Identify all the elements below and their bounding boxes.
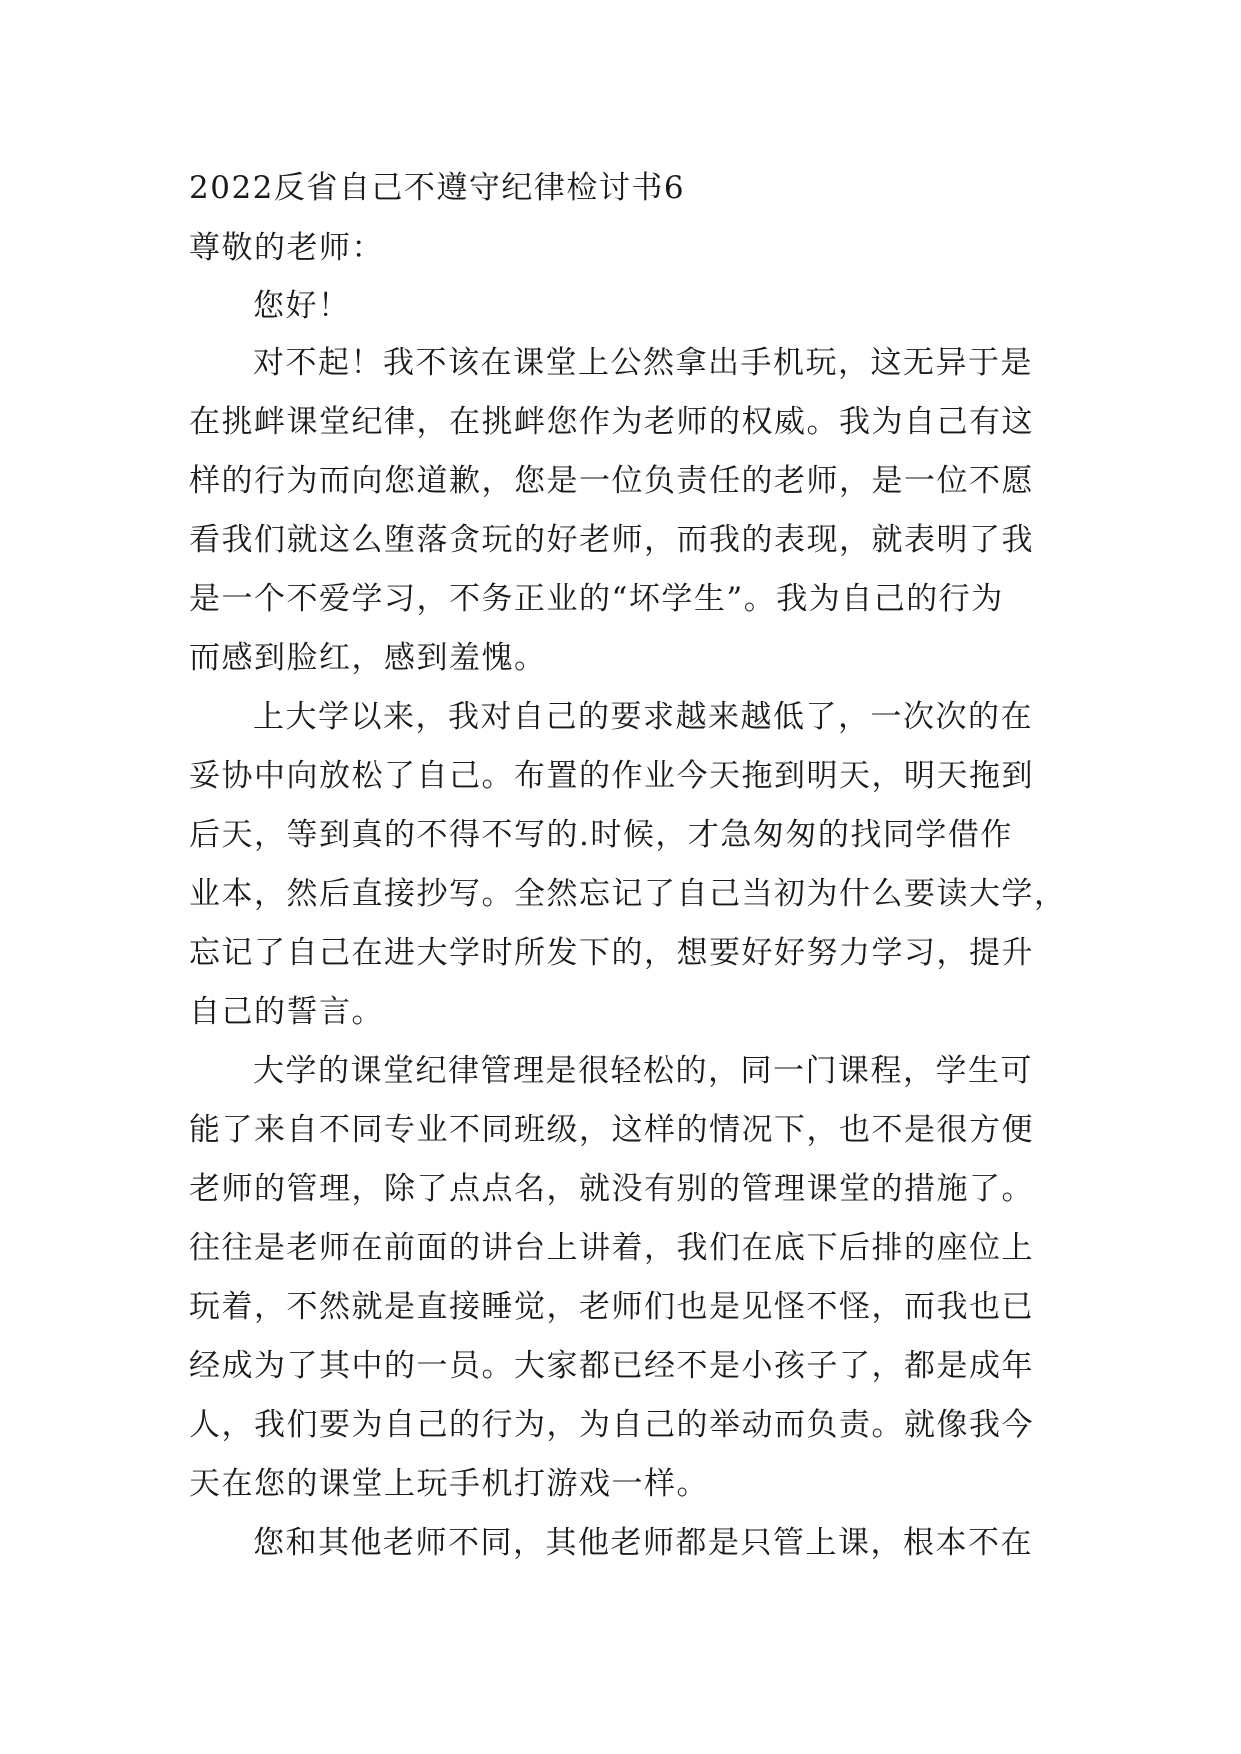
paragraph-line: 后天，等到真的不得不写的.时候，才急匆匆的找同学借作 [189,817,1013,853]
document-title: 2022反省自己不遵守纪律检讨书6 [189,170,686,206]
paragraph-line: 在挑衅课堂纪律，在挑衅您作为老师的权威。我为自己有这 [189,404,1034,440]
paragraph-line: 忘记了自己在进大学时所发下的，想要好好努力学习，提升 [189,935,1034,971]
paragraph-line: 大学的课堂纪律管理是很轻松的，同一门课程，学生可 [253,1053,1033,1089]
paragraph-line: 能了来自不同专业不同班级，这样的情况下，也不是很方便 [189,1112,1034,1148]
paragraph-line: 妥协中向放松了自己。布置的作业今天拖到明天，明天拖到 [189,758,1034,794]
paragraph-line: 往往是老师在前面的讲台上讲着，我们在底下后排的座位上 [189,1230,1034,1266]
paragraph-line: 您和其他老师不同，其他老师都是只管上课，根本不在 [253,1525,1033,1561]
paragraph-line: 看我们就这么堕落贪玩的好老师，而我的表现，就表明了我 [189,522,1034,558]
paragraph-line: 经成为了其中的一员。大家都已经不是小孩子了，都是成年 [189,1348,1034,1384]
paragraph-line: 业本，然后直接抄写。全然忘记了自己当初为什么要读大学， [189,876,1067,912]
paragraph-line: 老师的管理，除了点点名，就没有别的管理课堂的措施了。 [189,1171,1034,1207]
paragraph-line: 样的行为而向您道歉，您是一位负责任的老师，是一位不愿 [189,463,1034,499]
paragraph-line: 天在您的课堂上玩手机打游戏一样。 [189,1466,709,1502]
paragraph-line: 上大学以来，我对自己的要求越来越低了，一次次的在 [253,699,1033,735]
paragraph-line: 自己的誓言。 [189,994,384,1030]
paragraph-line: 是一个不爱学习，不务正业的“坏学生”。我为自己的行为 [189,581,1004,617]
paragraph-line: 而感到脸红，感到羞愧。 [189,640,547,676]
paragraph-line: 对不起！我不该在课堂上公然拿出手机玩，这无异于是 [253,345,1033,381]
greeting: 您好！ [253,288,351,324]
paragraph-line: 人，我们要为自己的行为，为自己的举动而负责。就像我今 [189,1407,1034,1443]
paragraph-line: 玩着，不然就是直接睡觉，老师们也是见怪不怪，而我也已 [189,1289,1034,1325]
salutation: 尊敬的老师： [189,230,384,266]
